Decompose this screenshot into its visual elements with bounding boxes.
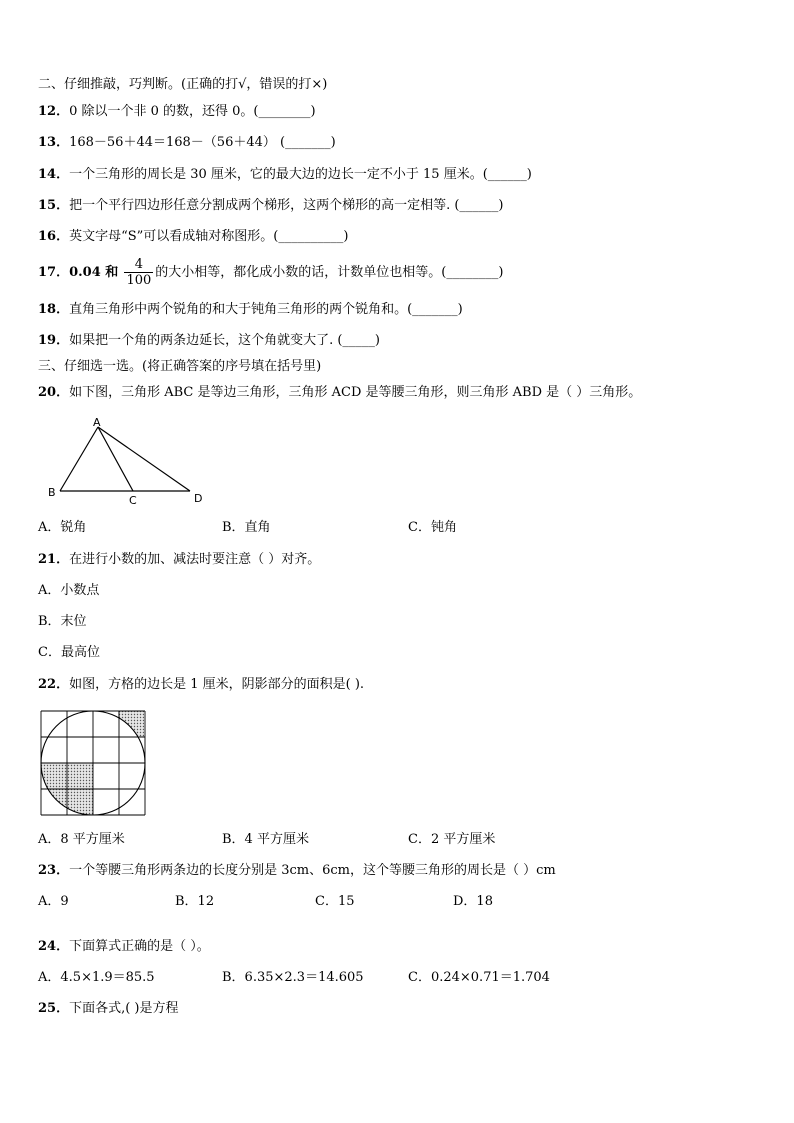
fraction-numerator: 4 (124, 257, 153, 273)
question-number: 14． (38, 167, 70, 182)
vertex-label-a: A (93, 416, 101, 429)
fraction (124, 257, 153, 288)
question-13 (38, 135, 336, 151)
question-24 (38, 939, 210, 955)
question-text-pre: 0.04 和 (69, 265, 119, 280)
q22-option-a[interactable]: A．8 平方厘米 (38, 832, 125, 847)
q22-option-c[interactable]: C．2 平方厘米 (408, 832, 496, 847)
q24-option-b[interactable]: B．6.35×2.3＝14.605 (222, 970, 364, 985)
question-text: 直角三角形中两个锐角的和大于钝角三角形的两个锐角和。(_______) (69, 302, 463, 317)
question-18 (38, 302, 463, 318)
question-text-post: 的大小相等，都化成小数的话，计数单位也相等。(________) (155, 265, 504, 280)
q22-option-b[interactable]: B．4 平方厘米 (222, 832, 309, 847)
question-text: 如果把一个角的两条边延长，这个角就变大了. (_____) (69, 333, 381, 348)
question-text: 一个三角形的周长是 30 厘米，它的最大边的边长一定不小于 15 厘米。(______) (69, 167, 532, 182)
fraction-denominator: 100 (126, 273, 152, 288)
q24-option-c[interactable]: C．0.24×0.71＝1.704 (408, 970, 550, 985)
question-number: 20． (38, 385, 70, 400)
triangle-edge-ac (98, 427, 133, 491)
q23-option-d[interactable]: D．18 (453, 894, 493, 909)
question-20 (38, 385, 641, 401)
q21-option-c[interactable]: C．最高位 (38, 645, 100, 660)
question-16 (38, 229, 348, 245)
question-text: 下面算式正确的是（ ）。 (69, 939, 210, 954)
question-number: 22． (38, 677, 70, 692)
triangle-figure (44, 414, 214, 510)
question-number: 12． (38, 104, 70, 119)
question-number: 13． (38, 135, 70, 150)
question-number: 18． (38, 302, 70, 317)
question-22 (38, 677, 364, 693)
question-number: 21． (38, 552, 70, 567)
question-25 (38, 1001, 179, 1017)
question-17 (38, 256, 503, 290)
q23-option-a[interactable]: A．9 (38, 894, 69, 909)
question-number: 25． (38, 1001, 70, 1016)
question-number: 15． (38, 198, 70, 213)
question-12 (38, 104, 316, 120)
section-3-heading: 三、仔细选一选。(将正确答案的序号填在括号里) (38, 359, 322, 374)
question-text: 英文字母“S”可以看成轴对称图形。(__________) (69, 229, 349, 244)
question-number: 23． (38, 863, 70, 878)
q20-option-a[interactable]: A．锐角 (38, 520, 87, 535)
question-number: 17． (38, 265, 70, 280)
vertex-label-b: B (48, 486, 56, 499)
question-14 (38, 167, 532, 183)
triangle-edge-ab (60, 427, 98, 491)
question-text: 0 除以一个非 0 的数，还得 0。(________) (69, 104, 316, 119)
question-text: 在进行小数的加、减法时要注意（ ）对齐。 (69, 552, 321, 567)
q24-option-a[interactable]: A．4.5×1.9＝85.5 (38, 970, 155, 985)
question-19 (38, 333, 380, 349)
q21-option-b[interactable]: B．末位 (38, 614, 87, 629)
q21-option-a[interactable]: A．小数点 (38, 583, 100, 598)
question-23 (38, 863, 556, 879)
question-15 (38, 198, 504, 214)
question-text: 一个等腰三角形两条边的长度分别是 3cm、6cm，这个等腰三角形的周长是（ ）cm (69, 863, 556, 878)
triangle-edge-ad (98, 427, 190, 491)
question-number: 19． (38, 333, 70, 348)
grid-circle-figure (40, 710, 148, 818)
q23-option-c[interactable]: C．15 (315, 894, 355, 909)
question-text: 168－56＋44＝168－（56＋44） (_______) (69, 135, 336, 150)
q20-option-c[interactable]: C．钝角 (408, 520, 457, 535)
q23-option-b[interactable]: B．12 (175, 894, 215, 909)
question-text: 把一个平行四边形任意分割成两个梯形，这两个梯形的高一定相等. (______) (69, 198, 504, 213)
vertex-label-c: C (129, 494, 137, 507)
question-text: 下面各式,( )是方程 (69, 1001, 179, 1016)
question-number: 16． (38, 229, 70, 244)
question-21 (38, 552, 320, 568)
question-text: 如图，方格的边长是 1 厘米，阴影部分的面积是( ). (69, 677, 365, 692)
q20-option-b[interactable]: B．直角 (222, 520, 271, 535)
vertex-label-d: D (194, 492, 203, 505)
question-number: 24． (38, 939, 70, 954)
question-text: 如下图，三角形 ABC 是等边三角形，三角形 ACD 是等腰三角形，则三角形 ABD 是（ ）三角形。 (69, 385, 642, 400)
section-2-heading: 二、仔细推敲，巧判断。(正确的打√，错误的打×) (38, 77, 328, 92)
